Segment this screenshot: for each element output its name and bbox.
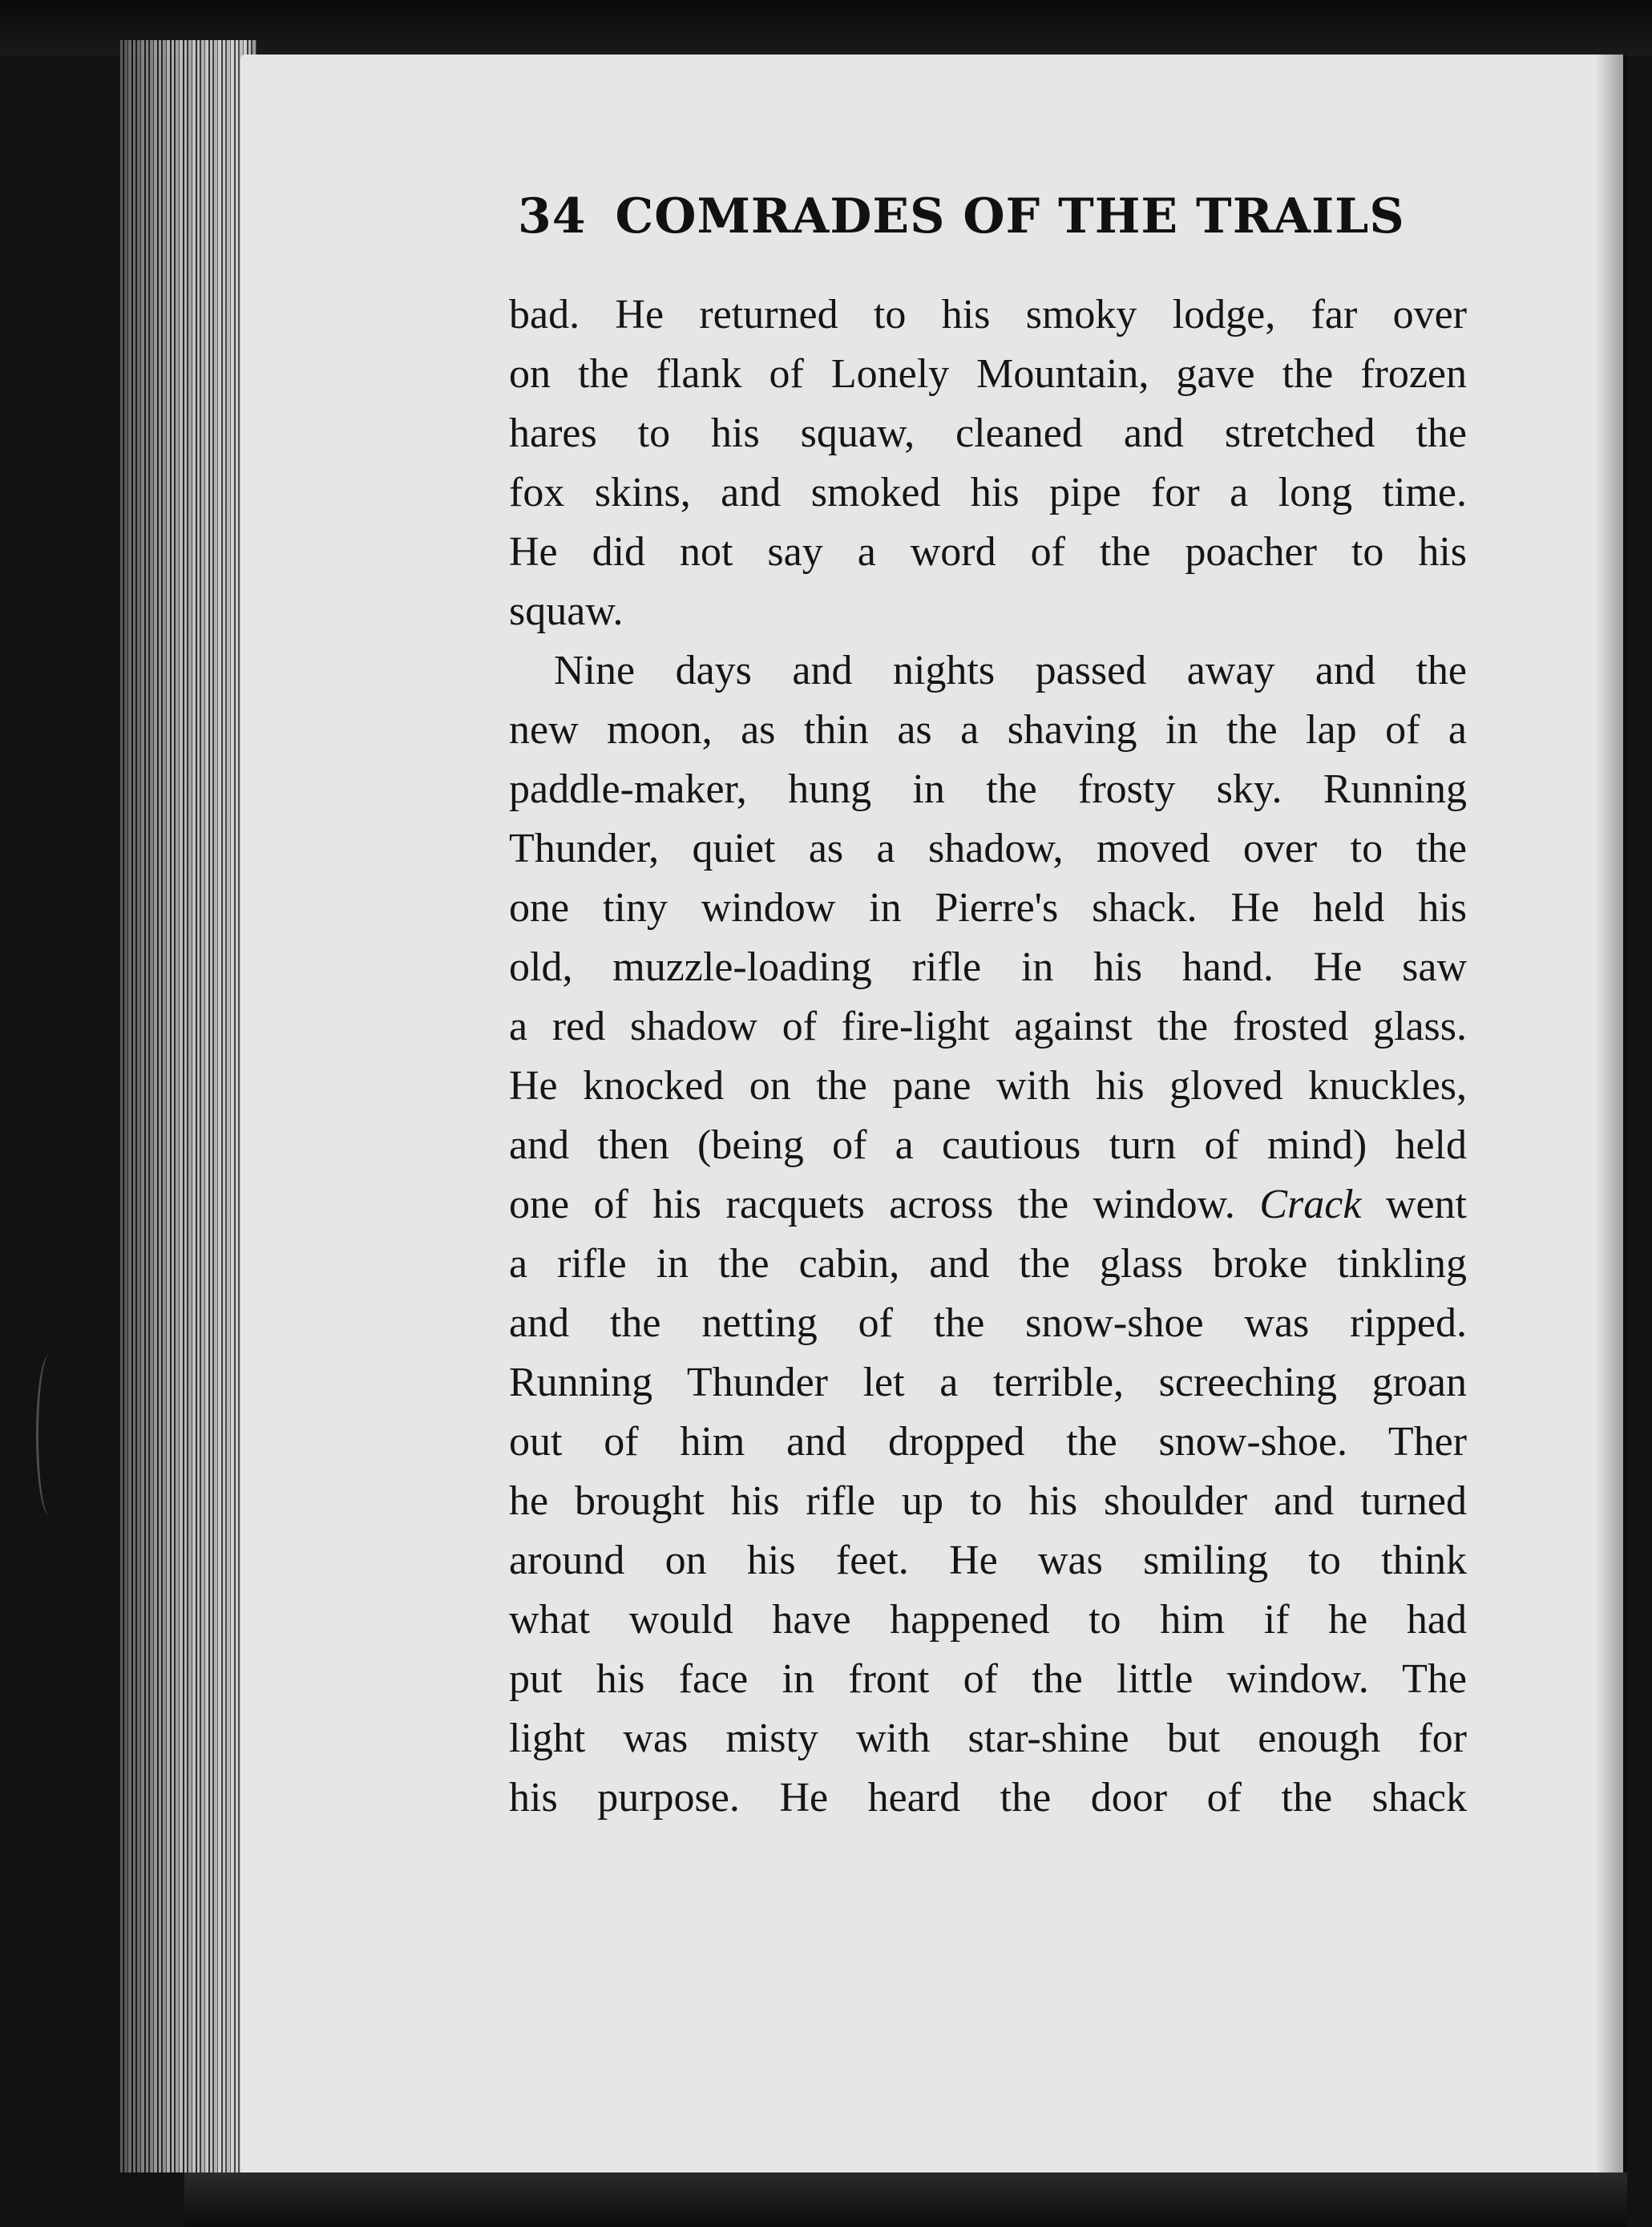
- text-line: around on his feet. He was smiling to think: [509, 1538, 1467, 1583]
- text-line: fox skins, and smoked his pipe for a long time.: [509, 470, 1467, 515]
- text-segment: went: [1361, 1182, 1467, 1227]
- text-line: one tiny window in Pierre's shack. He held his: [509, 885, 1467, 931]
- text-line: a red shadow of fire-light against the frosted glass.: [509, 1004, 1467, 1049]
- italic-word: Crack: [1259, 1182, 1362, 1227]
- text-line: bad. He returned to his smoky lodge, far over: [509, 292, 1467, 337]
- scan-bottom-border: [184, 2172, 1627, 2227]
- book-edges-shadow: [120, 40, 256, 2172]
- text-line: and the netting of the snow-shoe was ripped.: [509, 1300, 1467, 1346]
- text-line: Nine days and nights passed away and the: [554, 648, 1467, 693]
- text-line: new moon, as thin as a shaving in the lap of a: [509, 707, 1467, 753]
- page-right-shadow: [1595, 55, 1627, 2185]
- text-line: out of him and dropped the snow-shoe. Ther: [509, 1419, 1467, 1465]
- body-text: [509, 285, 1467, 1828]
- page-curl-mark: [36, 1355, 63, 1515]
- text-line: He did not say a word of the poacher to his: [509, 529, 1467, 575]
- text-line: old, muzzle-loading rifle in his hand. He saw: [509, 944, 1467, 990]
- book-title: COMRADES OF THE TRAILS: [615, 188, 1405, 245]
- text-line: and then (being of a cautious turn of mind) held: [509, 1122, 1467, 1168]
- text-line: He knocked on the pane with his gloved knuckles,: [509, 1063, 1467, 1109]
- page-number: 34: [518, 188, 587, 245]
- text-line: Thunder, quiet as a shadow, moved over to the: [509, 826, 1467, 871]
- text-line: what would have happened to him if he had: [509, 1597, 1467, 1643]
- text-line: he brought his rifle up to his shoulder and turned: [509, 1478, 1467, 1524]
- text-line: paddle-maker, hung in the frosty sky. Running: [509, 766, 1467, 812]
- text-line: his purpose. He heard the door of the shack: [509, 1775, 1467, 1821]
- text-line: hares to his squaw, cleaned and stretched the: [509, 410, 1467, 456]
- text-line: squaw.: [509, 588, 624, 634]
- text-line-with-italic: [509, 1175, 1467, 1235]
- text-line: on the flank of Lonely Mountain, gave the frozen: [509, 351, 1467, 397]
- text-line: light was misty with star-shine but enough for: [509, 1716, 1467, 1761]
- text-line: a rifle in the cabin, and the glass broke tinkling: [509, 1241, 1467, 1287]
- running-head: [518, 188, 1424, 245]
- text-line: put his face in front of the little window. The: [509, 1656, 1467, 1702]
- text-line: Running Thunder let a terrible, screeching groan: [509, 1360, 1467, 1405]
- text-segment: one of his racquets across the window.: [509, 1182, 1235, 1227]
